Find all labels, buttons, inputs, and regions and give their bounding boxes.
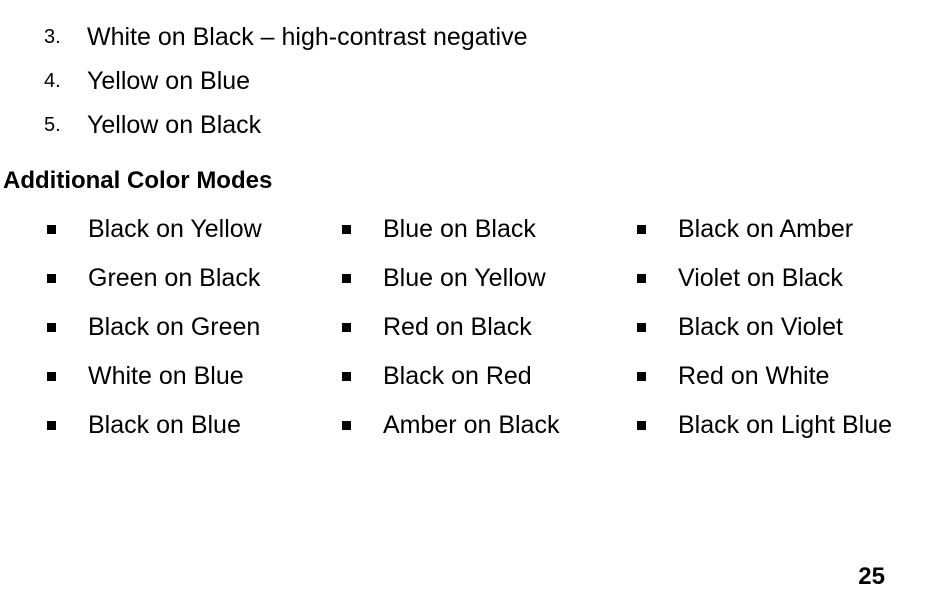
list-item [342, 213, 642, 262]
list-number: 3. [44, 26, 61, 48]
color-mode-label: Violet on Black [678, 264, 843, 292]
square-bullet-icon [637, 274, 646, 283]
color-mode-label: Blue on Black [383, 215, 536, 243]
list-item [47, 213, 347, 262]
square-bullet-icon [637, 421, 646, 430]
color-mode-label: Black on Violet [678, 313, 843, 341]
list-item-text: White on Black – high-contrast negative [87, 23, 528, 51]
color-modes-column-1 [47, 213, 347, 458]
color-mode-label: White on Blue [88, 362, 244, 390]
color-mode-label: Black on Red [383, 362, 532, 390]
list-item [47, 262, 347, 311]
color-modes-grid [0, 213, 950, 463]
square-bullet-icon [637, 372, 646, 381]
color-mode-label: Amber on Black [383, 411, 560, 439]
color-mode-label: Black on Light Blue [678, 411, 893, 439]
page-number: 25 [858, 563, 885, 590]
color-mode-label: Red on White [678, 362, 830, 390]
list-item [342, 311, 642, 360]
list-item [342, 360, 642, 409]
list-item [637, 409, 937, 458]
square-bullet-icon [47, 274, 56, 283]
color-mode-label: Black on Yellow [88, 215, 262, 243]
section-heading: Additional Color Modes [3, 167, 273, 194]
square-bullet-icon [637, 323, 646, 332]
list-item [342, 409, 642, 458]
color-modes-column-2 [342, 213, 642, 458]
square-bullet-icon [342, 274, 351, 283]
list-item [0, 106, 950, 150]
list-item [47, 311, 347, 360]
list-item [47, 409, 347, 458]
list-item [637, 262, 937, 311]
list-number: 5. [44, 114, 61, 136]
square-bullet-icon [342, 421, 351, 430]
list-item [637, 213, 937, 262]
square-bullet-icon [342, 372, 351, 381]
list-item [0, 62, 950, 106]
list-number: 4. [44, 70, 61, 92]
list-item-text: Yellow on Blue [87, 67, 251, 95]
square-bullet-icon [47, 372, 56, 381]
list-item [342, 262, 642, 311]
color-mode-label: Blue on Yellow [383, 264, 546, 292]
color-modes-column-3 [637, 213, 937, 458]
color-mode-label: Green on Black [88, 264, 261, 292]
color-mode-label: Black on Green [88, 313, 261, 341]
square-bullet-icon [342, 225, 351, 234]
square-bullet-icon [637, 225, 646, 234]
square-bullet-icon [342, 323, 351, 332]
list-item-text: Yellow on Black [87, 111, 262, 139]
list-item [637, 360, 937, 409]
color-mode-label: Black on Amber [678, 215, 854, 243]
list-item [47, 360, 347, 409]
color-mode-label: Black on Blue [88, 411, 241, 439]
square-bullet-icon [47, 323, 56, 332]
list-item [637, 311, 937, 360]
square-bullet-icon [47, 225, 56, 234]
square-bullet-icon [47, 421, 56, 430]
color-mode-label: Red on Black [383, 313, 532, 341]
numbered-list [0, 18, 950, 150]
list-item [0, 18, 950, 62]
